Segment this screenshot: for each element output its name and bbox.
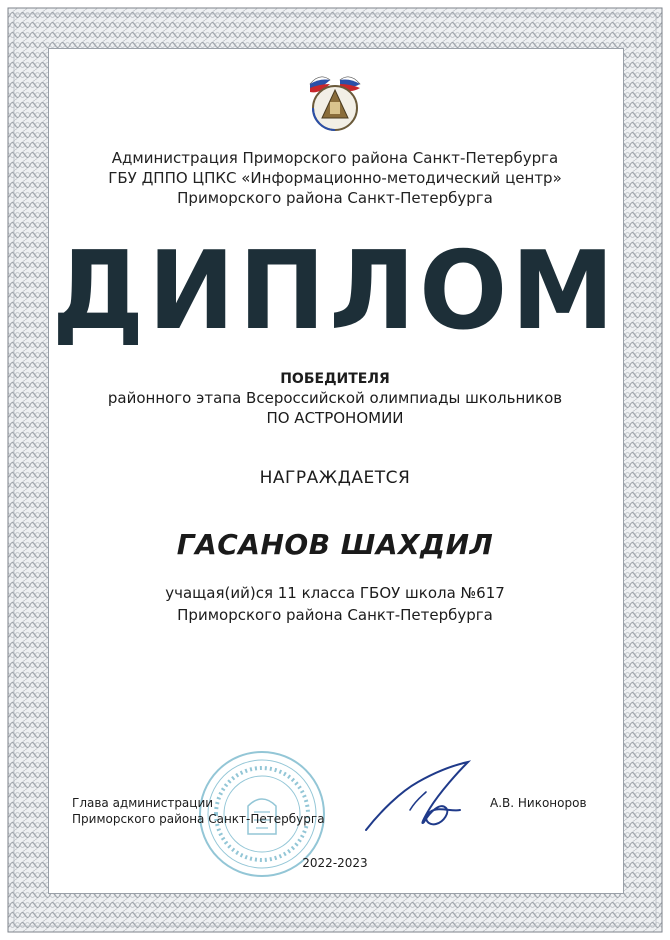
school-line-1: учащая(ий)ся 11 класса ГБОУ школа №617 xyxy=(165,584,505,602)
organizer-line-2: ГБУ ДППО ЦПКС «Информационно-методический центр» xyxy=(108,169,562,187)
event-block xyxy=(0,388,670,428)
awarded-label: НАГРАЖДАЕТСЯ xyxy=(259,468,411,488)
diploma-title: ДИПЛОМ xyxy=(51,229,619,354)
organizer-line-1: Администрация Приморского района Санкт-Петербурга xyxy=(111,149,559,167)
olympiad-logo xyxy=(290,66,380,138)
academic-year: 2022-2023 xyxy=(302,856,368,870)
signer-role xyxy=(72,795,325,827)
winner-label: ПОБЕДИТЕЛЯ xyxy=(280,371,390,387)
signer-role-line-1: Глава администрации xyxy=(72,796,214,810)
signer-role-line-2: Приморского района Санкт-Петербурга xyxy=(72,812,325,826)
school-block xyxy=(0,582,670,626)
organizer-line-3: Приморского района Санкт-Петербурга xyxy=(177,189,493,207)
event-line-2: ПО АСТРОНОМИИ xyxy=(266,409,404,427)
handwritten-signature xyxy=(360,752,480,840)
recipient-name: ГАСАНОВ ШАХДИЛ xyxy=(176,528,494,561)
signer-name: А.В. Никоноров xyxy=(490,796,587,810)
school-line-2: Приморского района Санкт-Петербурга xyxy=(177,606,493,624)
event-line-1: районного этапа Всероссийской олимпиады школьников xyxy=(107,389,563,407)
organizer-block xyxy=(0,148,670,208)
